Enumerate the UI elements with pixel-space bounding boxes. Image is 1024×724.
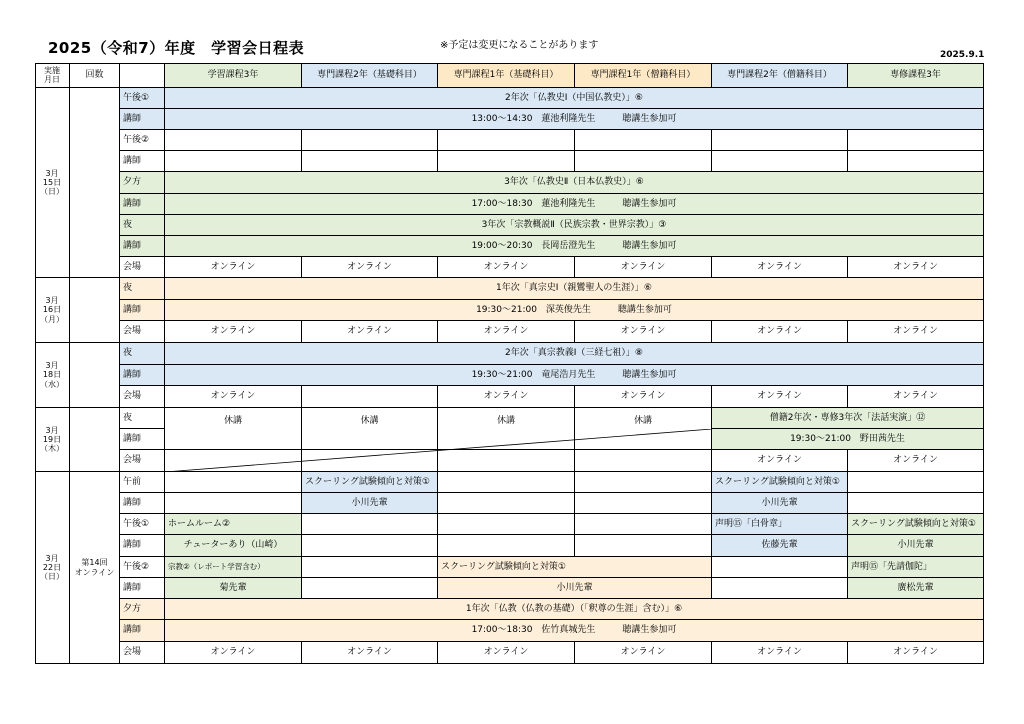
venue-cell: オンライン	[302, 642, 438, 664]
row-label: 講師	[120, 620, 165, 642]
row-label: 講師	[120, 194, 165, 215]
venue-cell: オンライン	[712, 642, 848, 664]
session-cell: 小川先輩	[712, 493, 848, 514]
row-label: 会場	[120, 257, 165, 278]
row-label: 午後①	[120, 88, 165, 109]
day3-session	[70, 343, 120, 408]
venue-cell: オンライン	[712, 321, 848, 343]
empty-cell	[712, 578, 848, 599]
session-cell: スクーリング試験傾向と対策①	[302, 472, 438, 493]
row-label: 講師	[120, 236, 165, 257]
session-cell: スクーリング試験傾向と対策①	[712, 472, 848, 493]
session-cell: 3年次「仏教史Ⅱ（日本仏教史）」⑥	[165, 172, 984, 194]
empty-cell	[575, 514, 712, 535]
session-cell: 僧籍2年次・専修3年次「法話実演」⑫	[712, 408, 984, 429]
session-cell: チューターあり（山崎）	[165, 535, 302, 557]
empty-cell	[712, 151, 848, 172]
venue-cell: オンライン	[438, 642, 575, 664]
empty-cell	[438, 493, 575, 514]
day4-session	[70, 408, 120, 472]
venue-cell: オンライン	[712, 257, 848, 278]
session-cell: 19:30～21:00 野田茜先生	[712, 429, 984, 450]
empty-cell	[575, 130, 712, 151]
header-course: 専修課程3年	[848, 63, 984, 88]
day2-date: 3月 16日 （月）	[35, 278, 70, 343]
row-label: 会場	[120, 321, 165, 343]
day2-session	[70, 278, 120, 343]
session-cell: スクーリング試験傾向と対策①	[438, 557, 712, 578]
header-session: 回数	[70, 63, 120, 88]
session-cell: 宗教②（レポート学習含む）	[165, 557, 302, 578]
session-cell: 小川先輩	[848, 535, 984, 557]
day-separator	[35, 407, 984, 408]
session-cell: 3年次「宗教概説Ⅱ（民族宗教・世界宗教）」③	[165, 215, 984, 236]
session-cell: 19:00～20:30 長岡岳澄先生 聴講生参加可	[165, 236, 984, 257]
session-cell: 19:30～21:00 深英俊先生 聴講生参加可	[165, 300, 984, 321]
venue-cell: オンライン	[848, 450, 984, 472]
change-notice: ※予定は変更になることがあります	[440, 40, 599, 51]
empty-cell	[438, 151, 575, 172]
empty-cell	[302, 535, 438, 557]
venue-cell: オンライン	[848, 321, 984, 343]
row-label: 講師	[120, 151, 165, 172]
empty-cell	[575, 472, 712, 493]
venue-cell: オンライン	[712, 386, 848, 408]
empty-cell	[165, 493, 302, 514]
session-cell: 廣松先輩	[848, 578, 984, 599]
venue-cell: オンライン	[302, 321, 438, 343]
venue-cell: オンライン	[575, 386, 712, 408]
session-cell: 声明⑮「先請伽陀」	[848, 557, 984, 578]
empty-cell	[302, 386, 438, 408]
row-label: 午後②	[120, 130, 165, 151]
row-label: 夜	[120, 215, 165, 236]
session-cell: 1年次「真宗史Ⅰ（親鸞聖人の生涯）」⑥	[165, 278, 984, 300]
empty-cell	[165, 472, 302, 493]
row-label: 講師	[120, 535, 165, 557]
empty-cell	[848, 493, 984, 514]
session-cell: 佐藤先輩	[712, 535, 848, 557]
day-separator	[35, 87, 984, 88]
empty-cell	[302, 514, 438, 535]
venue-cell: オンライン	[165, 642, 302, 664]
empty-cell	[302, 151, 438, 172]
session-cell: 菊先輩	[165, 578, 302, 599]
session-cell: 2年次「真宗教義Ⅰ（三経七祖）」⑧	[165, 343, 984, 365]
empty-cell	[848, 130, 984, 151]
empty-cell	[848, 151, 984, 172]
venue-cell: オンライン	[848, 257, 984, 278]
session-cell: 1年次「仏教（仏教の基礎）（「釈尊の生涯」含む）」⑥	[165, 599, 984, 620]
cancelled-cell: 休講	[438, 408, 575, 450]
row-label: 講師	[120, 300, 165, 321]
venue-cell: オンライン	[165, 257, 302, 278]
issue-date: 2025.9.1	[940, 50, 985, 60]
day-separator	[35, 277, 984, 278]
header-course: 専門課程2年（僧籍科目）	[712, 63, 848, 88]
empty-cell	[575, 151, 712, 172]
session-cell: 小川先輩	[438, 578, 712, 599]
session-cell: 17:00～18:30 佐竹真城先生 聴講生参加可	[165, 620, 984, 642]
day1-session	[70, 88, 120, 278]
header-course: 学習課程3年	[165, 63, 302, 88]
session-cell: 声明⑮「白骨章」	[712, 514, 848, 535]
venue-cell: オンライン	[848, 386, 984, 408]
row-label: 講師	[120, 578, 165, 599]
venue-cell: オンライン	[575, 642, 712, 664]
session-cell: 13:00～14:30 蓮池利隆先生 聴講生参加可	[165, 109, 984, 130]
row-label: 夜	[120, 408, 165, 429]
row-label: 夕方	[120, 172, 165, 194]
empty-cell	[575, 493, 712, 514]
venue-cell: オンライン	[165, 321, 302, 343]
venue-cell: オンライン	[165, 386, 302, 408]
header-course: 専門課程1年（僧籍科目）	[575, 63, 712, 88]
row-label: 会場	[120, 642, 165, 664]
venue-cell: オンライン	[302, 257, 438, 278]
header-course: 専門課程1年（基礎科目）	[438, 63, 575, 88]
row-label: 講師	[120, 493, 165, 514]
header-blank	[120, 63, 165, 88]
empty-cell	[438, 130, 575, 151]
session-cell: 小川先輩	[302, 493, 438, 514]
venue-cell: オンライン	[712, 450, 848, 472]
row-label: 講師	[120, 365, 165, 386]
empty-cell	[438, 535, 575, 557]
row-label: 夕方	[120, 599, 165, 620]
cancel-slash	[165, 429, 712, 472]
day1-date: 3月 15日 （日）	[35, 88, 70, 278]
empty-cell	[712, 557, 848, 578]
day5-session: 第14回 オンライン	[70, 472, 120, 664]
venue-cell: オンライン	[848, 642, 984, 664]
row-label: 講師	[120, 429, 165, 450]
cancelled-cell: 休講	[165, 408, 302, 450]
venue-cell: オンライン	[438, 386, 575, 408]
venue-cell: オンライン	[438, 257, 575, 278]
cancelled-cell: 休講	[575, 408, 712, 450]
venue-cell: オンライン	[575, 257, 712, 278]
venue-cell: オンライン	[438, 321, 575, 343]
row-label: 午後①	[120, 514, 165, 535]
row-label: 講師	[120, 109, 165, 130]
day3-date: 3月 18日 （水）	[35, 343, 70, 408]
page-title: 2025（令和7）年度 学習会日程表	[48, 39, 305, 57]
empty-cell	[165, 130, 302, 151]
empty-cell	[712, 130, 848, 151]
session-cell: 19:30～21:00 竜尾浩月先生 聴講生参加可	[165, 365, 984, 386]
empty-cell	[438, 514, 575, 535]
row-label: 会場	[120, 386, 165, 408]
schedule-table	[35, 63, 984, 664]
row-label: 夜	[120, 343, 165, 365]
session-cell: スクーリング試験傾向と対策①	[848, 514, 984, 535]
empty-cell	[302, 130, 438, 151]
row-label: 夜	[120, 278, 165, 300]
day-separator	[35, 471, 984, 472]
venue-cell: オンライン	[575, 321, 712, 343]
header-course: 専門課程2年（基礎科目）	[302, 63, 438, 88]
cancel-slash-line	[165, 429, 712, 472]
day-separator	[35, 342, 984, 343]
empty-cell	[302, 557, 438, 578]
day5-date: 3月 22日 （日）	[35, 472, 70, 664]
row-label: 午前	[120, 472, 165, 493]
row-label: 午後②	[120, 557, 165, 578]
header-date: 実施 月日	[35, 63, 70, 88]
session-cell: 17:00～18:30 蓮池利隆先生 聴講生参加可	[165, 194, 984, 215]
cancelled-cell: 休講	[302, 408, 438, 450]
empty-cell	[165, 151, 302, 172]
empty-cell	[848, 472, 984, 493]
session-cell: ホームルーム②	[165, 514, 302, 535]
empty-cell	[302, 578, 438, 599]
day4-date: 3月 19日 （木）	[35, 408, 70, 472]
row-label: 会場	[120, 450, 165, 472]
empty-cell	[438, 472, 575, 493]
session-cell: 2年次「仏教史Ⅰ（中国仏教史）」⑥	[165, 88, 984, 109]
empty-cell	[575, 535, 712, 557]
